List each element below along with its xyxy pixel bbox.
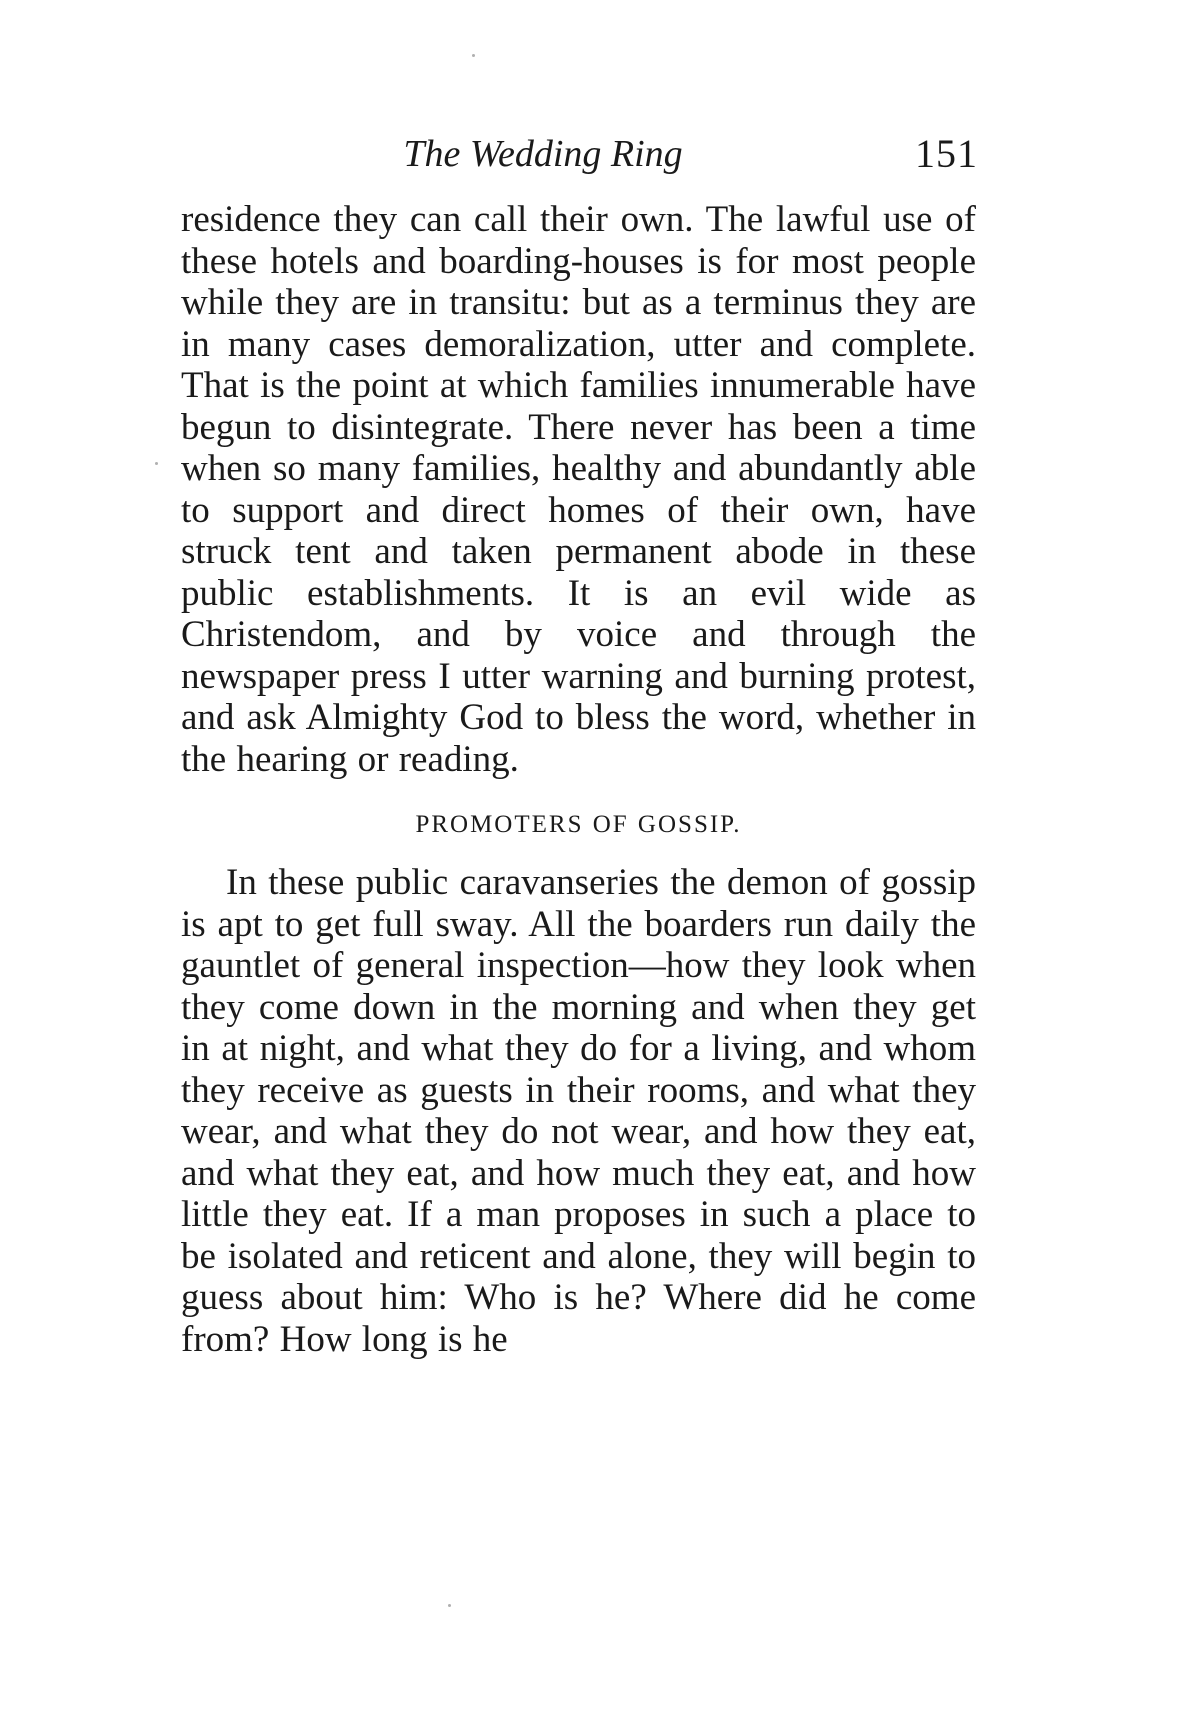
scan-speck [155,462,158,465]
page-number: 151 [915,131,978,176]
paragraph: residence they can call their own. The lawful use of these hotels and boarding-houses is for most people while they are in transitu: but as a terminus they are in many cases demoralization, utter and complete. That is the point at which families innumerable have begun to disintegrate. There never has been a time when so many families, healthy and abundantly able to support and direct homes of their own, have struck tent and taken permanent abode in these public establishments. It is an evil wide as Christendom, and by voice and through the newspaper press I utter warning and burning protest, and ask Almighty God to bless the word, whether in the hearing or reading. [181,199,976,780]
section-heading: PROMOTERS OF GOSSIP. [415,811,742,838]
body-text [181,199,976,1360]
running-header [178,128,978,180]
paragraph: In these public caravanseries the demon of gossip is apt to get full sway. All the boarders run daily the gauntlet of general inspection—how they look when they come down in the morning and when they get in at night, and what they do for a living, and whom they receive as guests in their rooms, and what they wear, and what they do not wear, and how they eat, and what they eat, and how much they eat, and how little they eat. If a man proposes in such a place to be isolated and reticent and alone, they will begin to guess about him: Who is he? Where did he come from? How long is he [181,862,976,1360]
running-title: The Wedding Ring [403,133,683,175]
scan-speck [472,54,475,57]
scan-speck [448,1604,451,1607]
